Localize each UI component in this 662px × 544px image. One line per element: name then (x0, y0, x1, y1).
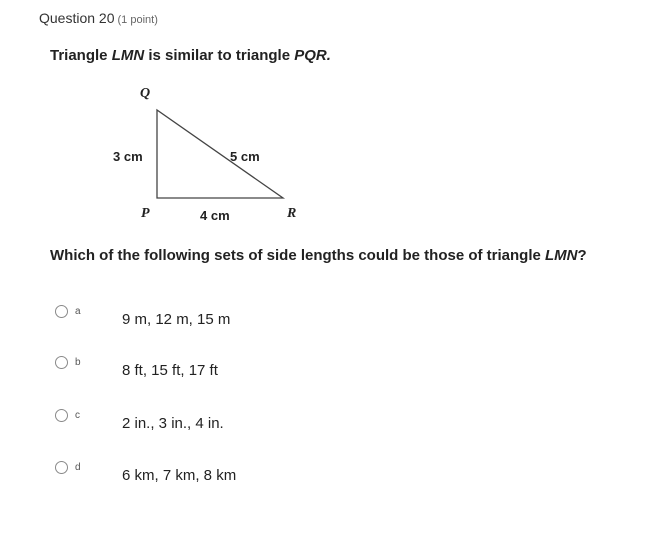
option-text-b[interactable]: 8 ft, 15 ft, 17 ft (122, 362, 218, 379)
option-letter-a: a (75, 306, 81, 317)
question-text-main: Which of the following sets of side lengths could be those of triangle (50, 247, 546, 264)
triangle-pqr-shape (157, 110, 283, 198)
question-points: (1 point) (117, 14, 158, 26)
prompt-triangle-lmn: LMN (111, 47, 145, 64)
vertex-r-label: R (287, 206, 297, 221)
answer-option-c[interactable] (55, 409, 455, 439)
radio-button-c[interactable] (55, 409, 68, 422)
option-letter-b: b (75, 357, 81, 368)
side-qr-label: 5 cm (230, 149, 260, 164)
question-header (39, 10, 158, 26)
option-text-c[interactable]: 2 in., 3 in., 4 in. (122, 415, 224, 432)
side-qp-label: 3 cm (113, 149, 143, 164)
option-text-d[interactable]: 6 km, 7 km, 8 km (122, 467, 237, 484)
question-triangle-lmn: LMN (545, 247, 578, 264)
option-letter-d: d (75, 462, 81, 473)
question-text (50, 247, 587, 264)
prompt-triangle-pqr: PQR. (294, 47, 331, 64)
question-prompt (50, 47, 331, 64)
prompt-text-start: Triangle (50, 47, 112, 64)
option-text-a[interactable]: 9 m, 12 m, 15 m (122, 311, 231, 328)
prompt-text-middle: is similar to triangle (144, 47, 295, 64)
vertex-p-label: P (141, 206, 150, 221)
triangle-figure (100, 80, 320, 230)
answer-option-b[interactable] (55, 356, 455, 386)
question-number: Question 20 (39, 10, 115, 26)
answer-option-a[interactable] (55, 305, 455, 335)
side-pr-label: 4 cm (200, 208, 230, 223)
radio-button-a[interactable] (55, 305, 68, 318)
answer-option-d[interactable] (55, 461, 455, 491)
question-suffix: ? (577, 247, 587, 264)
radio-button-d[interactable] (55, 461, 68, 474)
option-letter-c: c (75, 410, 80, 421)
radio-button-b[interactable] (55, 356, 68, 369)
vertex-q-label: Q (140, 86, 151, 101)
